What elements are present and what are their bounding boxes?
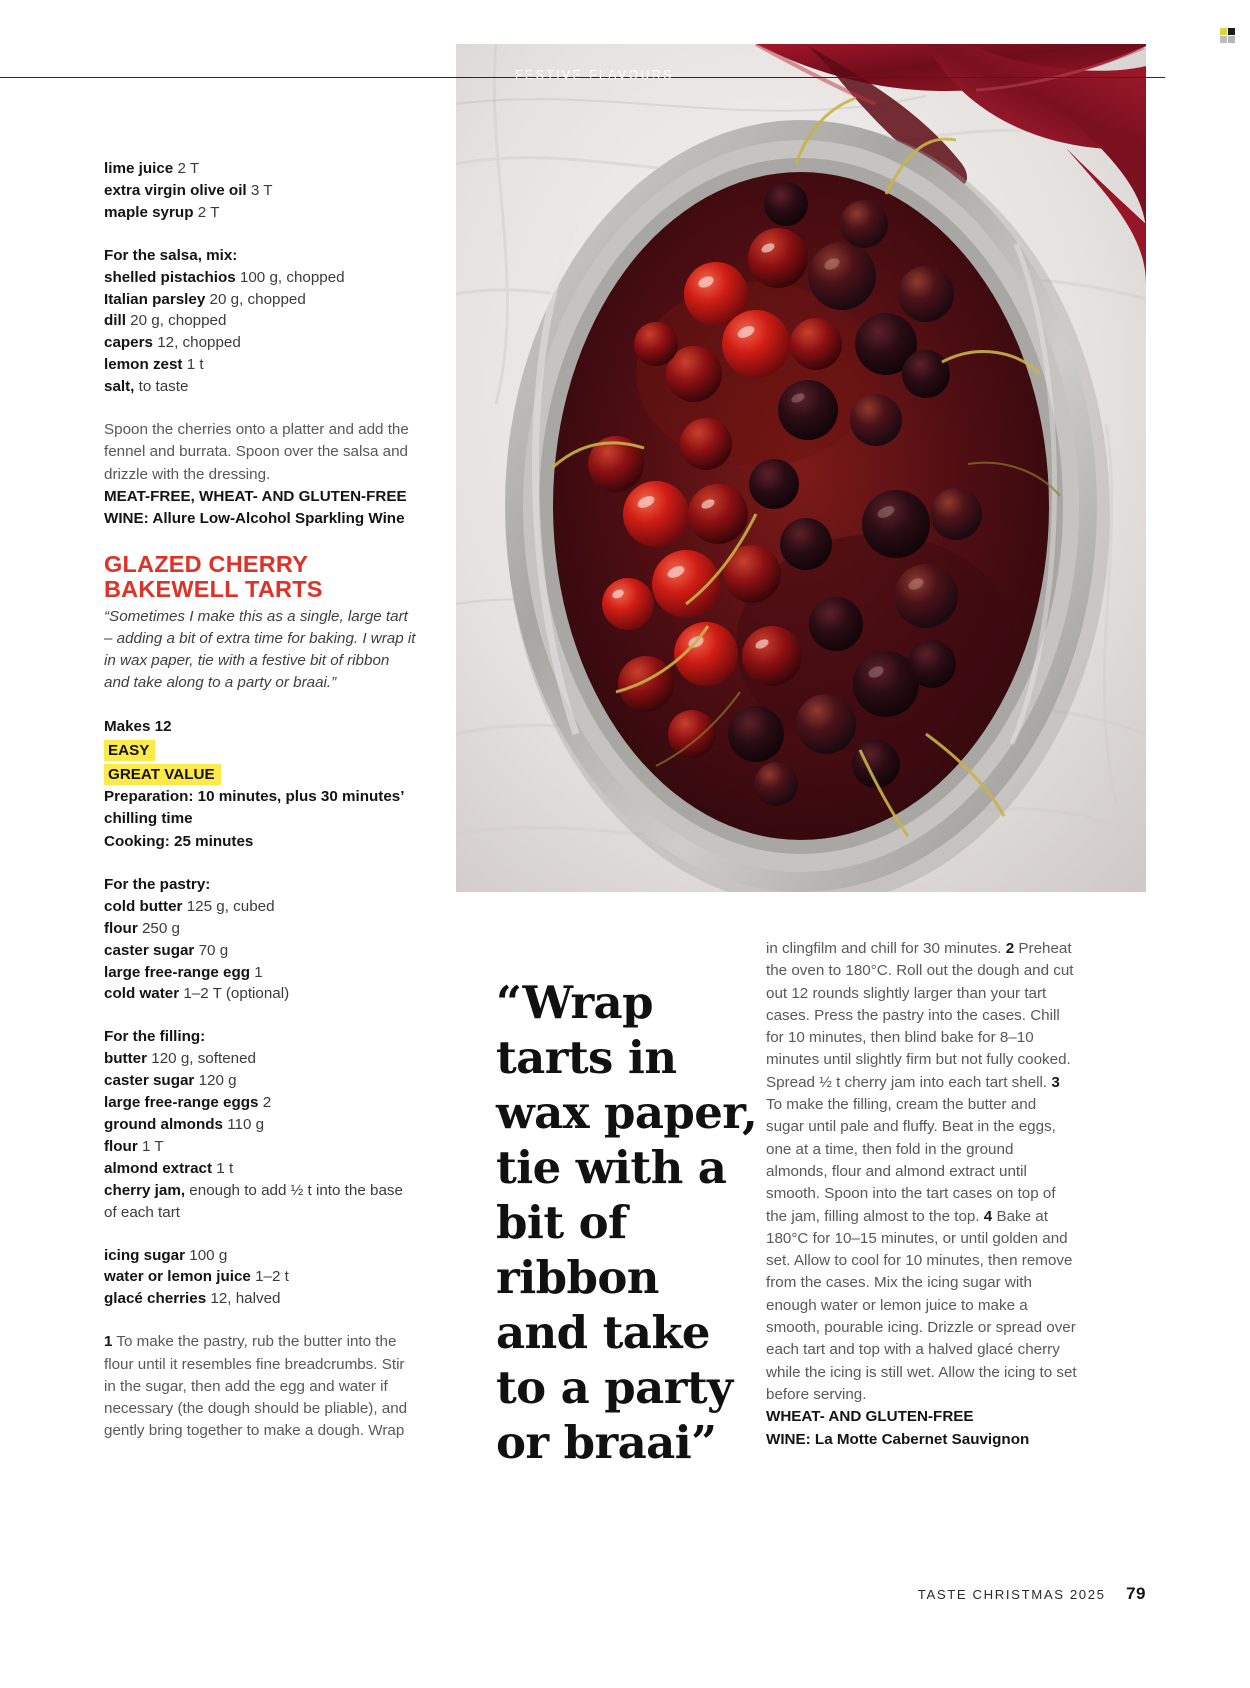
ingredient-name: dill — [104, 312, 126, 330]
ingredient-row — [104, 1070, 416, 1092]
ingredient-name: capers — [104, 334, 153, 352]
ingredient-qty: enough to add ½ t into the base of each tart — [104, 1181, 403, 1221]
step-number: 4 — [983, 1207, 993, 1225]
ingredient-name: cold water — [104, 985, 180, 1003]
ingredient-name: cold butter — [104, 897, 183, 915]
page-number: 79 — [1126, 1584, 1146, 1603]
ingredient-row — [104, 1180, 416, 1224]
recipe-yield: Makes 12 — [104, 717, 172, 735]
spacer — [104, 853, 416, 874]
ingredient-name: Italian parsley — [104, 290, 206, 308]
recipe-photo — [456, 44, 1146, 892]
recipe-preparation-time: Preparation: 10 minutes, plus 30 minutes’ chilling time — [104, 788, 404, 828]
recipe-dietary: WHEAT- AND GLUTEN-FREE — [766, 1408, 974, 1426]
ingredient-row — [104, 940, 416, 962]
filling-ingredient-list — [104, 1026, 416, 1223]
ingredient-qty: 120 g, softened — [151, 1050, 256, 1068]
ingredient-row — [104, 310, 416, 332]
ingredient-name: caster sugar — [104, 941, 195, 959]
ingredient-row — [104, 158, 416, 180]
recipe-title: GLAZED CHERRY BAKEWELL TARTS — [104, 550, 323, 603]
ingredient-qty: 1 T — [141, 1137, 164, 1155]
ingredient-row — [104, 962, 416, 984]
icing-ingredient-list — [104, 1245, 416, 1311]
ingredient-row — [104, 983, 416, 1005]
pastry-heading — [104, 874, 416, 896]
ingredient-name: butter — [104, 1050, 148, 1068]
ingredient-qty: 1 t — [216, 1159, 234, 1177]
ingredient-name: icing sugar — [104, 1246, 186, 1264]
ingredient-qty: 1 t — [186, 356, 204, 374]
ingredient-qty: 110 g — [227, 1115, 265, 1133]
ingredient-name: caster sugar — [104, 1072, 195, 1090]
method-continued — [766, 938, 1078, 1406]
page-footer — [0, 1584, 1146, 1608]
color-swatch-grey — [1228, 36, 1235, 43]
previous-recipe-wine: WINE: Allure Low-Alcohol Sparkling Wine — [104, 510, 405, 528]
ingredient-row — [104, 354, 416, 376]
previous-recipe-method: Spoon the cherries onto a platter and add the fennel and burrata. Spoon over the salsa and drizzle with the dressing. — [104, 421, 409, 483]
ingredient-name: maple syrup — [104, 203, 194, 221]
previous-recipe-dietary: MEAT-FREE, WHEAT- AND GLUTEN-FREE — [104, 487, 407, 505]
filling-heading — [104, 1026, 416, 1048]
ingredient-row — [104, 202, 416, 224]
recipe-wine: WINE: La Motte Cabernet Sauvignon — [766, 1430, 1030, 1448]
ingredient-name: water or lemon juice — [104, 1268, 251, 1286]
recipe-cooking-time: Cooking: 25 minutes — [104, 832, 254, 850]
ingredient-qty: 1–2 T (optional) — [183, 985, 290, 1003]
ingredient-row — [104, 376, 416, 398]
ingredient-qty: 70 g — [198, 941, 229, 959]
ingredient-name: lime juice — [104, 160, 174, 177]
ingredient-qty: 20 g, chopped — [209, 290, 306, 308]
pastry-ingredient-list — [104, 874, 416, 1005]
filling-heading-text: For the filling: — [104, 1028, 206, 1046]
ingredient-row — [104, 289, 416, 311]
ingredient-row — [104, 1266, 416, 1288]
step-text: To make the filling, cream the butter and sugar until pale and fluffy. Beat in the eggs, one at a time, then fold in the ground almonds, flour and almond extract until smooth. Spoon into the tart cases on top of the jam, filling almost to the top. — [766, 1096, 1056, 1225]
ingredient-name: almond extract — [104, 1159, 213, 1177]
right-column — [766, 938, 1078, 1451]
badge-easy: EASY — [104, 740, 155, 761]
ingredient-row — [104, 1158, 416, 1180]
salsa-ingredient-list — [104, 245, 416, 398]
salsa-heading-text: For the salsa, mix: — [104, 246, 238, 264]
step-text: Bake at 180°C for 10–15 minutes, or until golden and set. Allow to cool for 10 minutes, then remove from the cases. Mix the icing sugar with enough water or lemon juice to make a smooth, pourable icing. Drizzle or spread over each tart and top with a halved glacé cherry while the icing is still wet. Allow the icing to set before serving. — [766, 1207, 1077, 1403]
ingredient-qty: 1–2 t — [255, 1268, 289, 1286]
badge-row-easy — [104, 738, 416, 762]
color-swatch-black — [1228, 28, 1235, 35]
spacer — [104, 1005, 416, 1026]
ingredient-name: salt, — [104, 378, 135, 396]
ingredient-name: shelled pistachios — [104, 268, 236, 286]
badge-row-great-value — [104, 762, 416, 786]
ingredient-row — [104, 1092, 416, 1114]
step-text: To make the pastry, rub the butter into the flour until it resembles fine breadcrumbs. Stir in the sugar, then add the egg and water if necessary (the dough should be pliable), and gently bring together to make a dough. Wrap — [104, 1333, 408, 1440]
spacer — [104, 1310, 416, 1331]
ingredient-row — [104, 1048, 416, 1070]
ingredient-name: glacé cherries — [104, 1290, 207, 1308]
ingredient-qty: 120 g — [198, 1072, 237, 1090]
ingredient-row — [104, 896, 416, 918]
method-lead-in: in clingfilm and chill for 30 minutes. — [766, 940, 1006, 957]
ingredient-row — [104, 1114, 416, 1136]
spacer — [104, 1224, 416, 1245]
pull-quote: “Wrap tarts in wax paper, tie with a bit of ribbon and take to a party or braai” — [496, 976, 758, 1469]
ingredient-name: extra virgin olive oil — [104, 181, 247, 199]
color-swatch-grey-light — [1220, 36, 1227, 43]
ingredient-row — [104, 1288, 416, 1310]
ingredient-name: flour — [104, 919, 138, 937]
ingredient-row — [104, 332, 416, 354]
previous-ingredients-tail — [104, 158, 416, 224]
pastry-heading-text: For the pastry: — [104, 875, 211, 893]
ingredient-row — [104, 918, 416, 940]
ingredient-row — [104, 180, 416, 202]
ingredient-row — [104, 1136, 416, 1158]
ingredient-qty: 2 — [262, 1094, 272, 1112]
ingredient-qty: 2 T — [197, 203, 220, 221]
badge-great-value: GREAT VALUE — [104, 764, 221, 785]
ingredient-qty: 2 T — [177, 160, 200, 177]
spacer — [104, 398, 416, 419]
ingredient-name: cherry jam, — [104, 1181, 186, 1199]
ingredient-qty: 1 — [254, 963, 263, 981]
ingredient-qty: to taste — [138, 378, 189, 396]
ingredient-qty: 20 g, chopped — [130, 312, 227, 330]
step-number: 2 — [1005, 940, 1015, 957]
spacer — [104, 695, 416, 716]
ingredient-row — [104, 1245, 416, 1267]
registration-color-mark — [1220, 28, 1236, 44]
running-head — [0, 66, 1165, 88]
salsa-heading — [104, 245, 416, 267]
method-step-1 — [104, 1331, 416, 1442]
ingredient-qty: 100 g — [189, 1246, 228, 1264]
footer-brand: TASTE CHRISTMAS 2025 — [917, 1587, 1106, 1602]
spacer — [104, 531, 416, 552]
running-head-label: FESTIVE FLAVOURS — [515, 68, 674, 82]
ingredient-name: large free-range egg — [104, 963, 251, 981]
color-swatch-yellow — [1220, 28, 1227, 35]
ingredient-qty: 125 g, cubed — [186, 897, 275, 915]
step-number: 1 — [104, 1333, 113, 1351]
ingredient-name: flour — [104, 1137, 138, 1155]
ingredient-name: ground almonds — [104, 1115, 223, 1133]
ingredient-name: large free-range eggs — [104, 1094, 259, 1112]
left-column — [104, 158, 416, 1443]
recipe-intro-quote: “Sometimes I make this as a single, large tart – adding a bit of extra time for baking. I wrap it in wax paper, tie with a festive bit of ribbon and take along to a party or braai.” — [104, 607, 416, 692]
spacer — [104, 224, 416, 245]
step-text: Preheat the oven to 180°C. Roll out the dough and cut out 12 rounds slightly larger than your tart cases. Press the pastry into the cases. Chill for 10 minutes, then blind bake for 8–10 minutes until slightly firm but not fully cooked. Spread ½ t cherry jam into each tart shell. — [766, 940, 1074, 1091]
ingredient-name: lemon zest — [104, 356, 183, 374]
ingredient-qty: 12, halved — [210, 1290, 281, 1308]
ingredient-qty: 12, chopped — [157, 334, 241, 352]
ingredient-qty: 250 g — [141, 919, 180, 937]
ingredient-row — [104, 267, 416, 289]
step-number: 3 — [1051, 1073, 1060, 1091]
ingredient-qty: 3 T — [250, 181, 273, 199]
ingredient-qty: 100 g, chopped — [239, 268, 345, 286]
